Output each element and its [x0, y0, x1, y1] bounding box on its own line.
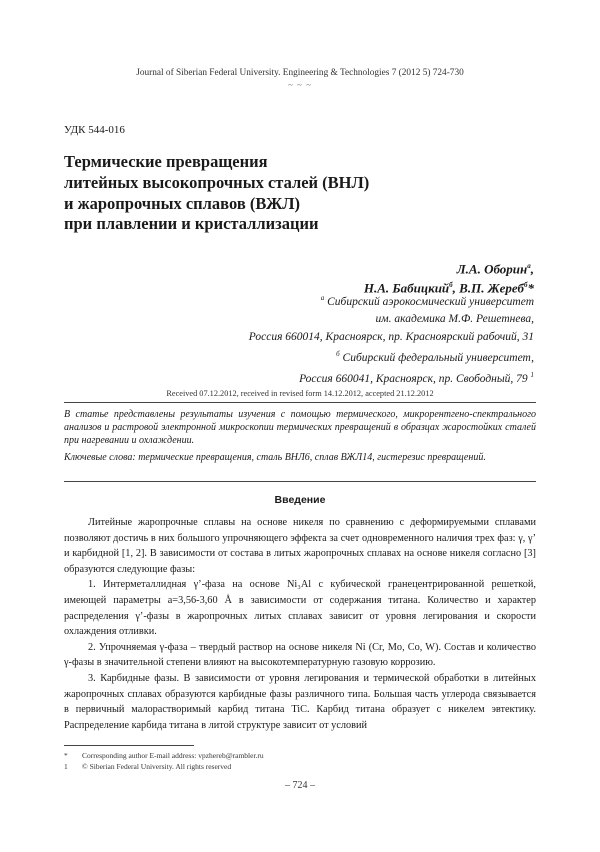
paragraph: Литейные жаропрочные сплавы на основе никеля по сравнению с деформируемыми сплавами позволяют достичь в них большого упрочняющего эффекта за счет одновременного наличия трех фаз: γ, γ’ и карбидной [1, 2]. В зависимости от состава в литых жаропрочных сплавах на основе никеля согласно [3] образуются следующие фазы: — [64, 517, 536, 575]
abstract: В статье представлены результаты изучения с помощью термического, микрорентгено-спектрального анализов и растровой электронной микроскопии термических превращений в образцах жаростойких сталей при нагревании и охлаждении. — [64, 409, 536, 446]
affiliation-line — [249, 367, 534, 388]
title-line: Термические превращения — [64, 152, 268, 171]
paragraph: 1. Интерметаллидная γ’-фаза на основе Ni₃Al с кубической гранецентрированной решеткой, имеющей параметры a=3,56-3,60 Å в зависимости от содержания титана. Количество и характер распределения γ’-фазы в жаропрочных литых сплавах зависит от уровня легирования и скорости охлаждения отливки. — [64, 579, 536, 638]
affiliation-line: им. академика М.Ф. Решетнева, — [375, 313, 534, 326]
corresponding-mark: * — [527, 280, 534, 296]
footnote-mark: 1 — [530, 371, 534, 380]
paragraph: 3. Карбидные фазы. В зависимости от уровня легирования и термической обработки в литейных жаропрочных сплавах образуются карбидные фазы различного типа. Большая часть углерода связывается в первичный малорастворимый карбид титана TiC. Карбид титана образует с никелем эвтектику. Распределение карбида титана в литой структуре зависит от условий — [64, 672, 536, 731]
footnote-rule — [64, 745, 194, 746]
author-name: Н.А. Бабицкий — [363, 280, 450, 296]
affiliation-line: Россия 660014, Красноярск, пр. Красноярский рабочий, 31 — [248, 330, 534, 343]
affiliation-line — [249, 346, 534, 367]
author-line: Н.А. Бабицкий$^б$, В.П. Жереб$^б$* — [363, 280, 534, 296]
affiliation-text: Сибирский аэрокосмический университет — [327, 295, 534, 308]
affiliation-line — [249, 290, 534, 311]
abstract-bottom-rule — [64, 481, 536, 482]
author-line: Л.А. Оборин$^а$, — [456, 261, 534, 277]
footnote-text: Corresponding author E-mail address: vpzhereb@rambler.ru — [82, 751, 264, 760]
journal-header: Journal of Siberian Federal University. Engineering & Technologies 7 (2012 5) 724-730 — [136, 68, 464, 78]
author-name: Л.А. Оборин — [456, 261, 528, 277]
article-title — [64, 152, 369, 235]
body-text — [64, 515, 536, 733]
footnote-mark: 1 — [64, 762, 68, 771]
author-affil-mark: б — [524, 281, 528, 290]
udk-code: УДК 544-016 — [64, 124, 125, 136]
abstract-top-rule — [64, 402, 536, 403]
title-line: при плавлении и кристаллизации — [64, 214, 319, 234]
affil-mark: а — [320, 294, 325, 302]
affiliation-text: Сибирский федеральный университет, — [342, 351, 534, 364]
title-line: литейных высокопрочных сталей (ВНЛ) — [64, 172, 370, 192]
author-affil-mark: а — [527, 262, 531, 270]
affil-mark: б — [336, 350, 340, 359]
footnote — [64, 751, 264, 760]
author-affil-mark: б — [449, 281, 453, 290]
header-ornament: ~ ~ ~ — [287, 80, 313, 90]
received-dates: Received 07.12.2012, received in revised form 14.12.2012, accepted 21.12.2012 — [166, 389, 434, 398]
paragraph: 2. Упрочняемая γ-фаза – твердый раствор на основе никеля Ni (Cr, Mo, Co, W). Состав и количество γ-фазы в значительной степени влияют на высокотемпературную газовую коррозию. — [64, 641, 536, 669]
page-number: – 724 – — [285, 780, 315, 791]
footnote-mark: * — [64, 751, 68, 760]
keywords: Ключевые слова: термические превращения, сталь ВНЛ6, сплав ВЖЛ14, гистерезис превращений. — [64, 452, 486, 463]
author-name: В.П. Жереб — [459, 280, 524, 296]
section-heading: Введение — [274, 494, 326, 506]
footnote-text: © Siberian Federal University. All rights reserved — [82, 762, 232, 771]
affiliation-text: Россия 660041, Красноярск, пр. Свободный, 79 — [299, 373, 528, 386]
footnote — [64, 762, 231, 771]
title-line: и жаропрочных сплавов (ВЖЛ) — [64, 193, 301, 213]
affiliations — [249, 290, 534, 389]
